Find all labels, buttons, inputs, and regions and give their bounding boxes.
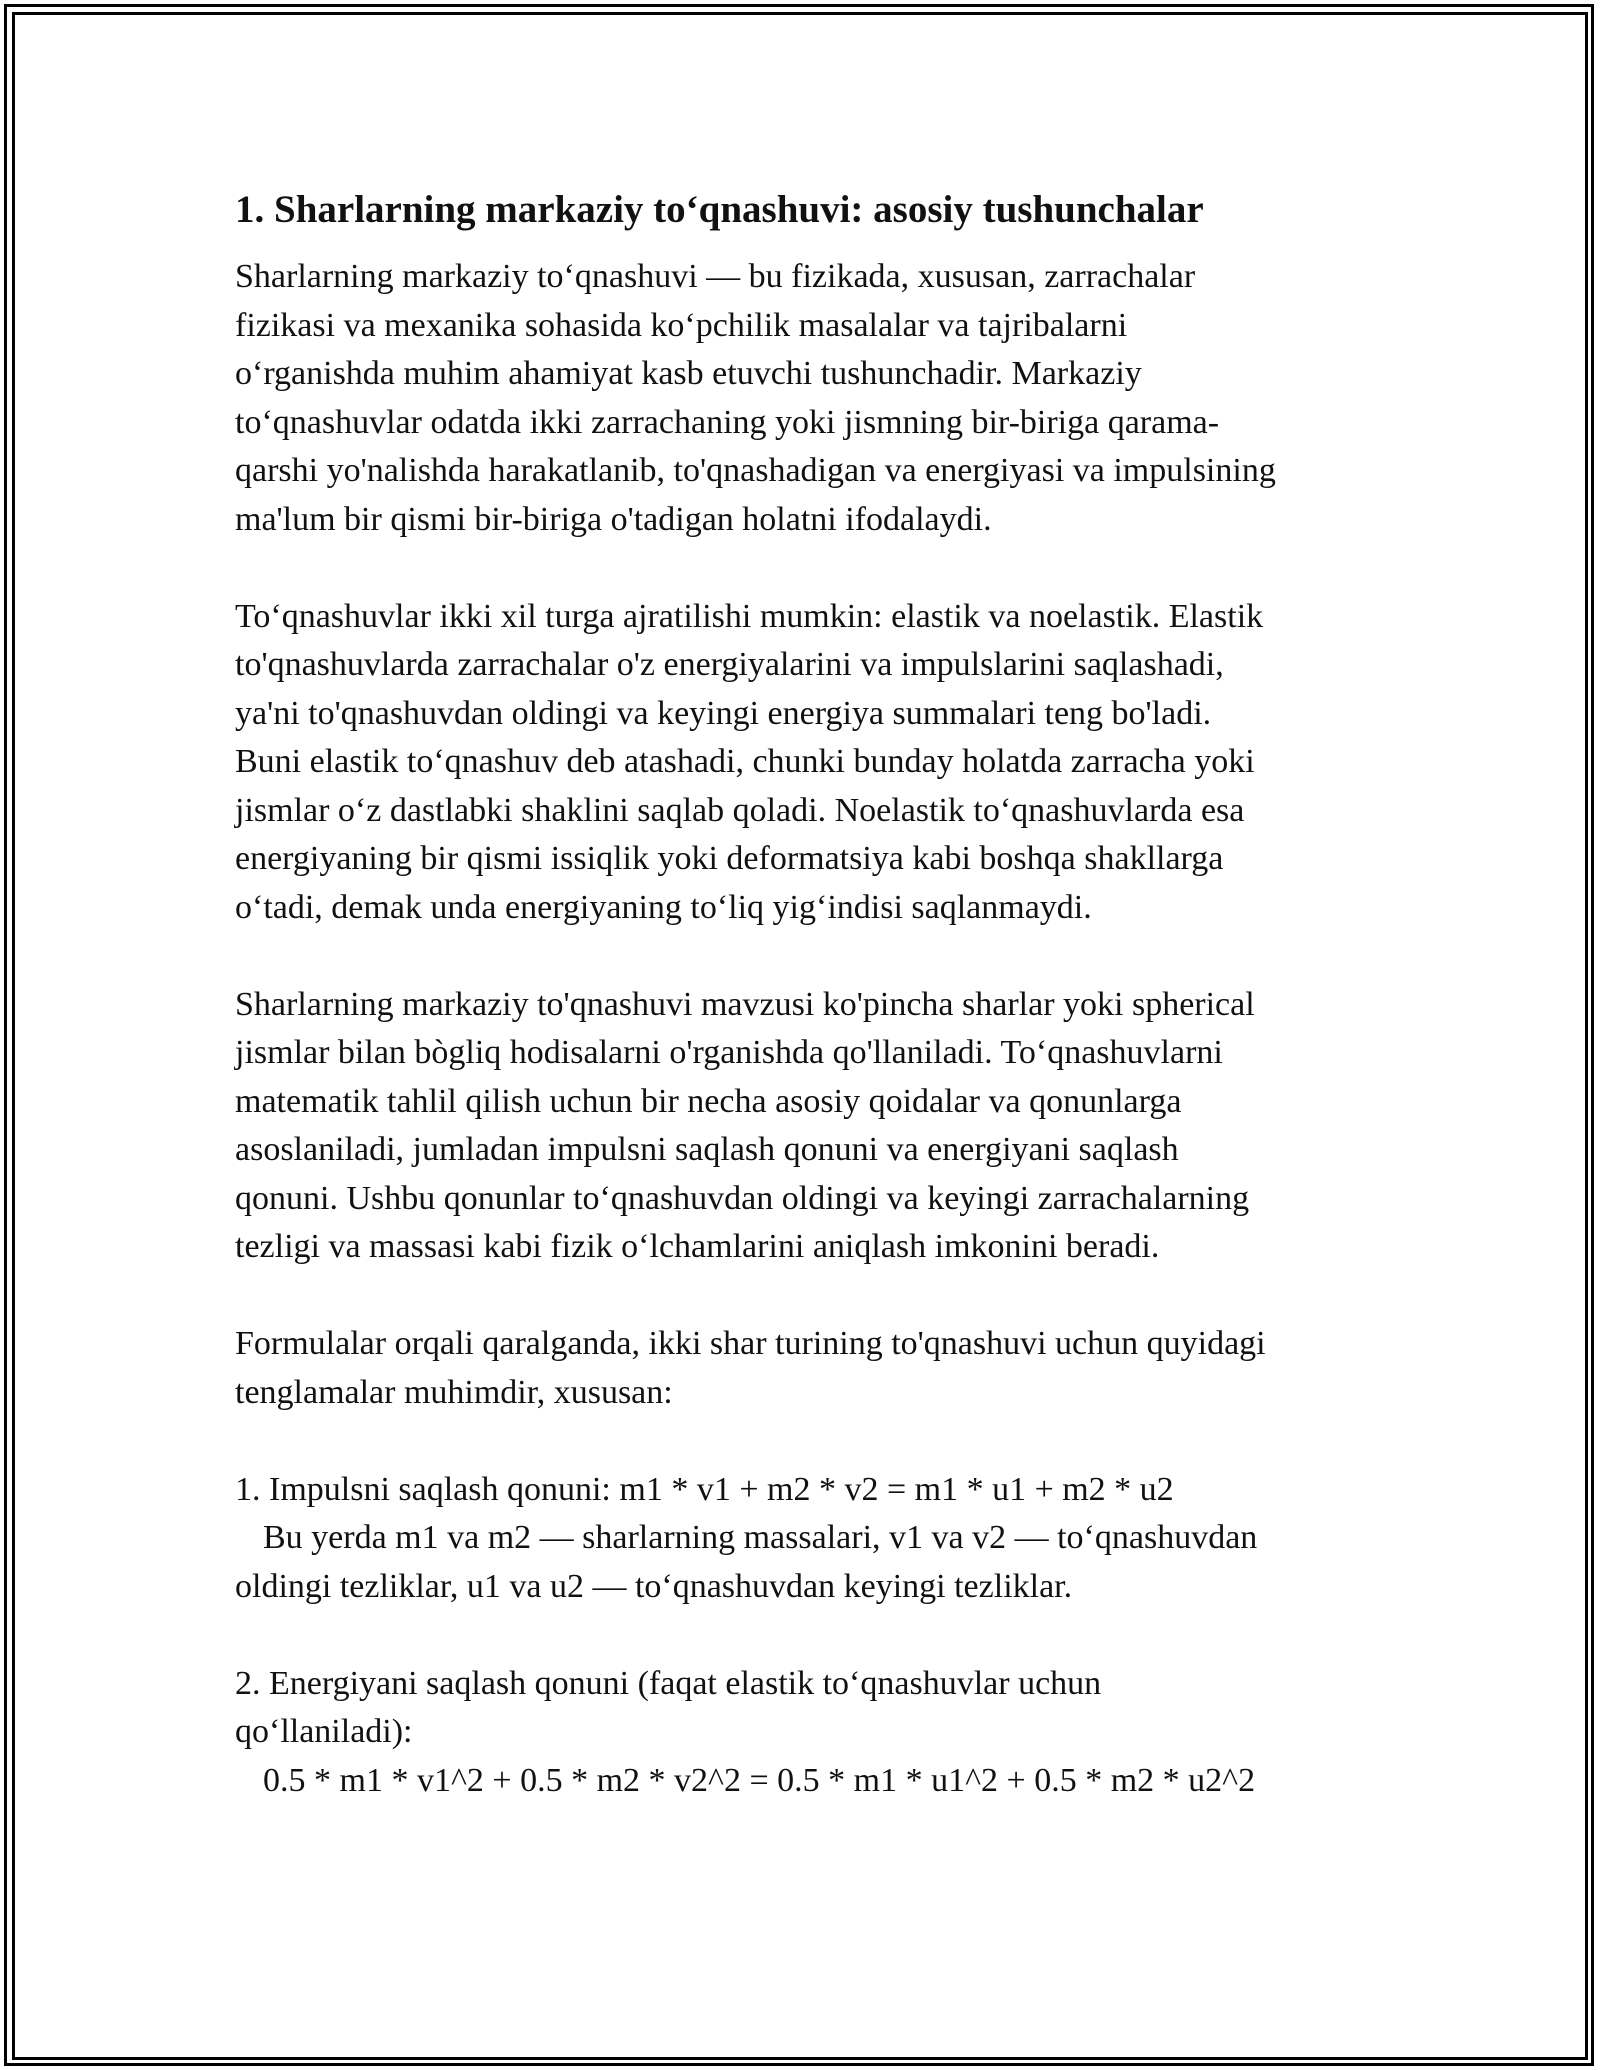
text-line: Buni elastik to‘qnashuv deb atashadi, chunki bunday holatda zarracha yoki [235, 743, 1255, 780]
text-line: qarshi yo'nalishda harakatlanib, to'qnashadigan va energiyasi va impulsining [235, 452, 1276, 489]
text-line: To‘qnashuvlar ikki xil turga ajratilishi mumkin: elastik va noelastik. Elastik [235, 597, 1264, 635]
text-line: matematik tahlil qilish uchun bir necha asosiy qoidalar va qonunlarga [235, 1082, 1182, 1120]
paragraph-intro [235, 253, 1370, 544]
text-line: tezligi va massasi kabi fizik o‘lchamlarini aniqlash imkonini beradi. [235, 1228, 1160, 1265]
text-line: 2. Energiyani saqlash qonuni (faqat elastik to‘qnashuvlar uchun [235, 1664, 1102, 1702]
paragraph-analysis [235, 981, 1370, 1272]
formula-line: 1. Impulsni saqlash qonuni: m1 * v1 + m2 * v2 = m1 * u1 + m2 * u2 [235, 1470, 1174, 1508]
text-line: qonuni. Ushbu qonunlar to‘qnashuvdan oldingi va keyingi zarrachalarning [235, 1179, 1250, 1217]
text-line: qo‘llaniladi): [235, 1713, 413, 1750]
document-body [235, 185, 1370, 1854]
text-line: oldingi tezliklar, u1 va u2 — to‘qnashuvdan keyingi tezliklar. [235, 1567, 1073, 1605]
text-line: energiyaning bir qismi issiqlik yoki deformatsiya kabi boshqa shakllarga [235, 840, 1224, 877]
text-line: ya'ni to'qnashuvdan oldingi va keyingi energiya summalari teng bo'ladi. [235, 694, 1212, 732]
section-heading: 1. Sharlarning markaziy to‘qnashuvi: asosiy tushunchalar [235, 188, 1204, 231]
paragraph-energy-law [235, 1660, 1370, 1806]
text-line: ma'lum bir qismi bir-biriga o'tadigan holatni ifodalaydi. [235, 500, 992, 538]
text-line: Sharlarning markaziy to‘qnashuvi — bu fizikada, xususan, zarrachalar [235, 258, 1196, 295]
text-line: o‘tadi, demak unda energiyaning to‘liq yig‘indisi saqlanmaydi. [235, 888, 1092, 926]
paragraph-momentum-law [235, 1466, 1370, 1612]
text-line: Sharlarning markaziy to'qnashuvi mavzusi ko'pincha sharlar yoki spherical [235, 985, 1255, 1023]
text-line: Formulalar orqali qaralganda, ikki shar turining to'qnashuvi uchun quyidagi [235, 1325, 1266, 1362]
text-line: fizikasi va mexanika sohasida ko‘pchilik masalalar va tajribalarni [235, 306, 1128, 344]
text-line: tenglamalar muhimdir, xususan: [235, 1373, 673, 1411]
text-line: asoslaniladi, jumladan impulsni saqlash qonuni va energiyani saqlash [235, 1131, 1179, 1168]
text-line: o‘rganishda muhim ahamiyat kasb etuvchi tushunchadir. Markaziy [235, 355, 1142, 392]
text-line: to'qnashuvlarda zarrachalar o'z energiyalarini va impulslarini saqlashadi, [235, 646, 1224, 683]
text-line: to‘qnashuvlar odatda ikki zarrachaning yoki jismning bir-biriga qarama- [235, 403, 1220, 441]
text-line: jismlar o‘z dastlabki shaklini saqlab qoladi. Noelastik to‘qnashuvlarda esa [235, 791, 1245, 829]
text-line: jismlar bilan bògliq hodisalarni o'rganishda qo'llaniladi. To‘qnashuvlarni [235, 1034, 1223, 1071]
paragraph-formulas-intro [235, 1320, 1370, 1417]
paragraph-collision-types [235, 593, 1370, 933]
formula-line: 0.5 * m1 * v1^2 + 0.5 * m2 * v2^2 = 0.5 * m1 * u1^2 + 0.5 * m2 * u2^2 [263, 1761, 1256, 1799]
text-line: Bu yerda m1 va m2 — sharlarning massalari, v1 va v2 — to‘qnashuvdan [263, 1519, 1258, 1556]
